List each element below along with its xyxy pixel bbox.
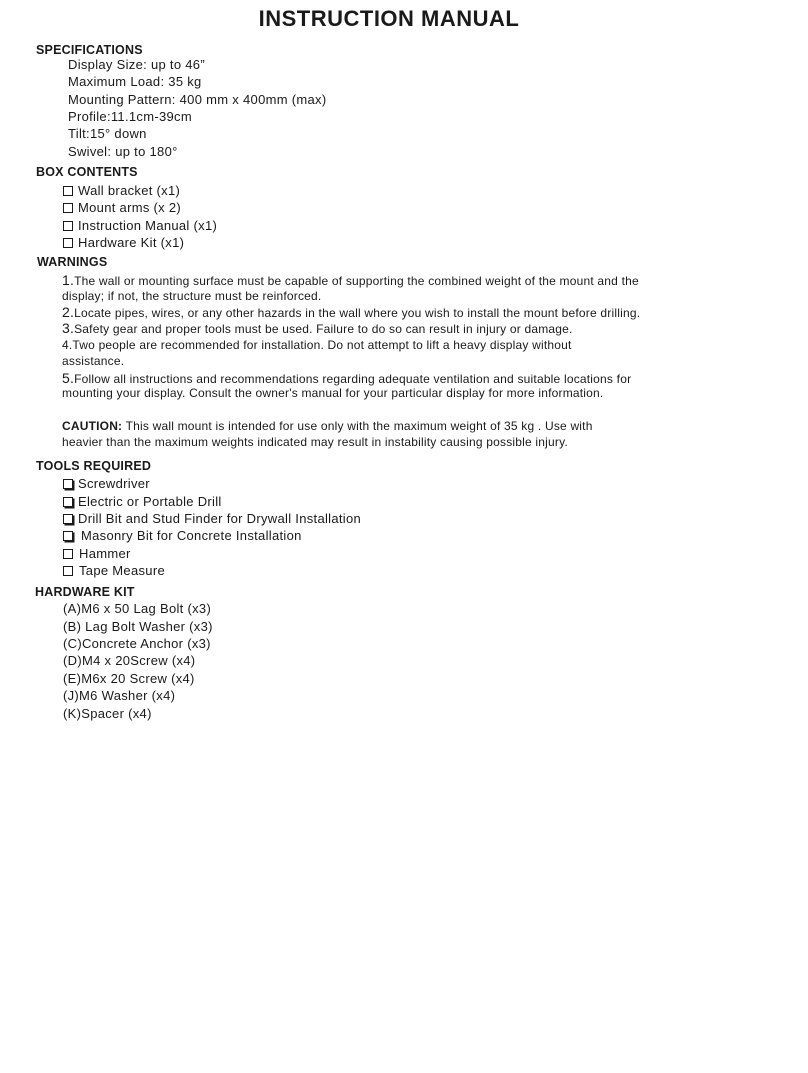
box-item-instruction-manual [63,218,217,233]
spec-display-size: Display Size: up to 46” [68,57,205,72]
caution-text: This wall mount is intended for use only with the maximum weight of 35 kg . Use with [122,419,593,433]
hardware-item-e: (E)M6x 20 Screw (x4) [63,671,195,686]
hardware-item-b: (B) Lag Bolt Washer (x3) [63,619,213,634]
warning-line [62,304,640,320]
hardware-item-c: (C)Concrete Anchor (x3) [63,636,211,651]
spec-profile: Profile:11.1cm-39cm [68,109,192,124]
tool-item-masonry-bit [63,528,302,543]
hardware-item-d: (D)M4 x 20Screw (x4) [63,653,196,668]
checkbox-icon [63,203,73,213]
checkbox-icon [63,566,73,576]
warning-line [62,370,631,386]
box-item-hardware-kit [63,235,184,250]
tool-item-label: Hammer [79,546,131,561]
box-item-label: Hardware Kit (x1) [78,235,185,250]
warning-line [62,320,573,336]
tool-item-label: Masonry Bit for Concrete Installation [81,528,302,543]
box-contents-heading: BOX CONTENTS [36,165,138,179]
warning-text: display; if not, the structure must be reinforced. [62,289,322,303]
page-title: INSTRUCTION MANUAL [258,6,520,31]
checkbox-icon [63,186,73,196]
tool-item-label: Drill Bit and Stud Finder for Drywall Installation [78,511,362,526]
warning-line [62,272,639,288]
checkbox-icon [63,221,73,231]
hardware-item-k: (K)Spacer (x4) [63,706,152,721]
warning-line [62,338,572,352]
warning-number: 2. [62,304,75,320]
tool-item-hammer [63,546,131,561]
spec-swivel: Swivel: up to 180° [68,144,178,159]
warning-line [62,289,321,303]
checkbox-icon [63,531,73,541]
caution-text: heavier than the maximum weights indicated may result in instability causing possible injury. [62,435,568,449]
warning-number: 4. [62,338,73,352]
tool-item-tape-measure [63,563,165,578]
specifications-heading: SPECIFICATIONS [36,43,143,57]
warning-number: 5. [62,370,75,386]
tools-required-heading: TOOLS REQUIRED [36,459,152,473]
box-item-label: Instruction Manual (x1) [78,218,218,233]
hardware-item-a: (A)M6 x 50 Lag Bolt (x3) [63,601,212,616]
box-item-mount-arms [63,200,181,215]
hardware-kit-heading: HARDWARE KIT [35,585,135,599]
checkbox-icon [63,479,73,489]
warnings-heading: WARNINGS [37,255,108,269]
tool-item-drill-bit-stud-finder [63,511,361,526]
warning-text: Safety gear and proper tools must be used. Failure to do so can result in injury or damage. [74,322,573,336]
tool-item-label: Tape Measure [79,563,165,578]
warning-text: assistance. [62,354,125,368]
tool-item-screwdriver [63,476,150,491]
spec-mounting-pattern: Mounting Pattern: 400 mm x 400mm (max) [68,92,327,107]
caution-label: CAUTION: [62,419,123,433]
box-item-label: Mount arms (x 2) [78,200,182,215]
warning-text: The wall or mounting surface must be capable of supporting the combined weight of the mount and the [74,274,639,288]
box-item-wall-bracket [63,183,180,198]
tool-item-label: Screwdriver [78,476,150,491]
box-item-label: Wall bracket (x1) [78,183,181,198]
tool-item-drill [63,494,222,509]
warning-text: Locate pipes, wires, or any other hazards in the wall where you wish to install the mount before drilling. [74,306,641,320]
spec-tilt: Tilt:15° down [68,126,147,141]
hardware-item-j: (J)M6 Washer (x4) [63,688,176,703]
warning-text: Two people are recommended for installation. Do not attempt to lift a heavy display without [72,338,572,352]
checkbox-icon [63,238,73,248]
warning-text: mounting your display. Consult the owner's manual for your particular display for more information. [62,386,604,400]
warning-text: Follow all instructions and recommendations regarding adequate ventilation and suitable locations for [74,372,632,386]
warning-number: 1. [62,272,75,288]
warning-number: 3. [62,320,75,336]
spec-maximum-load: Maximum Load: 35 kg [68,74,202,89]
caution-line [62,419,593,433]
checkbox-icon [63,497,73,507]
tool-item-label: Electric or Portable Drill [78,494,222,509]
warning-line [62,386,603,400]
caution-line [62,435,568,449]
checkbox-icon [63,549,73,559]
warning-line [62,354,124,368]
checkbox-icon [63,514,73,524]
